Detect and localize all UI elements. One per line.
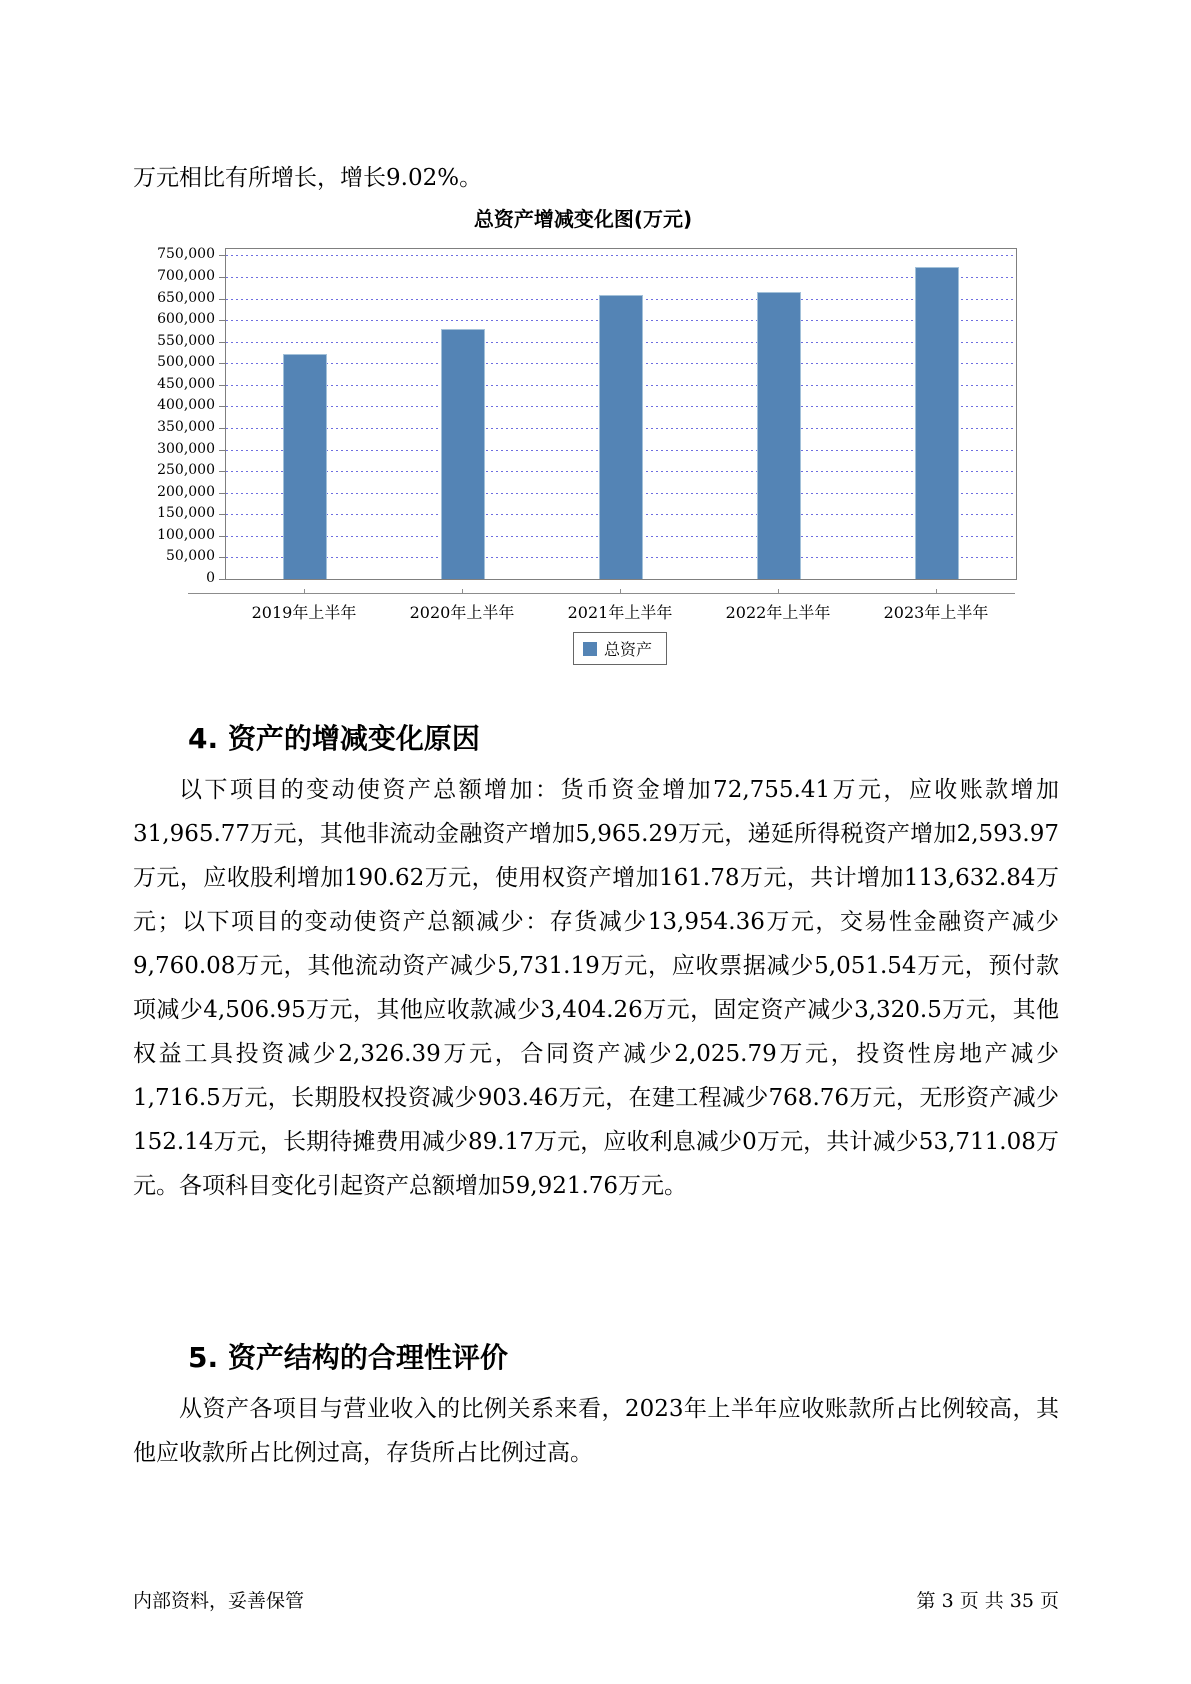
- y-axis-label: 150,000: [157, 505, 215, 522]
- bar-2020年上半年: [441, 329, 485, 579]
- x-axis-label: 2021年上半年: [567, 603, 673, 622]
- y-axis-tick: [219, 471, 226, 472]
- x-axis-label: 2020年上半年: [409, 603, 515, 622]
- y-axis-tick: [219, 450, 226, 451]
- bar-2021年上半年: [599, 295, 643, 579]
- y-axis-label: 750,000: [157, 246, 215, 263]
- y-axis-tick: [219, 385, 226, 386]
- y-axis-label: 650,000: [157, 289, 215, 306]
- footer-page-number: 第 3 页 共 35 页: [916, 1590, 1059, 1612]
- y-axis-tick: [219, 320, 226, 321]
- bar-2019年上半年: [283, 354, 327, 579]
- x-axis-label: 2019年上半年: [251, 603, 357, 622]
- y-axis-label: 700,000: [157, 268, 215, 285]
- legend-label: 总资产: [603, 640, 652, 659]
- gridline: [226, 255, 1016, 256]
- x-axis-label: 2022年上半年: [725, 603, 831, 622]
- y-axis-label: 250,000: [157, 462, 215, 479]
- total-assets-chart: [150, 203, 1016, 665]
- y-axis-tick: [219, 342, 226, 343]
- section-4-paragraph: 以下项目的变动使资产总额增加：货币资金增加72,755.41万元，应收账款增加31,965.77万元，其他非流动金融资产增加5,965.29万元，递延所得税资产增加2,593.97万元，应收股利增加190.62万元，使用权资产增加161.78万元，共计增加113,632.84万元；以下项目的变动使资产总额减少：存货减少13,954.36万元，交易性金融资产减少9,760.08万元，其他流动资产减少5,731.19万元，应收票据减少5,051.54万元，预付款项减少4,506.95万元，其他应收款减少3,404.26万元，固定资产减少3,320.5万元，其他权益工具投资减少2,326.39万元，合同资产减少2,025.79万元，投资性房地产减少1,716.5万元，长期股权投资减少903.46万元，在建工程减少768.76万元，无形资产减少152.14万元，长期待摊费用减少89.17万元，应收利息减少0万元，共计减少53,711.08万元。各项科目变化引起资产总额增加59,921.76万元。: [133, 777, 1059, 1199]
- y-axis-label: 450,000: [157, 376, 215, 393]
- y-axis-label: 0: [206, 570, 215, 587]
- y-axis-tick: [219, 493, 226, 494]
- y-axis-label: 300,000: [157, 440, 215, 457]
- legend-box: [573, 632, 667, 665]
- chart-legend: [225, 632, 1015, 665]
- x-axis-line: [188, 593, 1015, 594]
- bar-2022年上半年: [757, 292, 801, 579]
- legend-swatch-icon: [583, 642, 597, 656]
- x-axis-label: 2023年上半年: [883, 603, 989, 622]
- section-5-paragraph: 从资产各项目与营业收入的比例关系来看，2023年上半年应收账款所占比例较高，其他应收款所占比例过高，存货所占比例过高。: [133, 1396, 1059, 1466]
- y-axis-tick: [219, 299, 226, 300]
- chart-body: [150, 248, 1016, 665]
- x-axis-labels: [225, 600, 1015, 623]
- x-axis-tick: [304, 589, 305, 594]
- section-heading-4: 4. 资产的增减变化原因: [188, 722, 480, 756]
- footer-confidential-note: 内部资料，妥善保管: [133, 1590, 305, 1612]
- x-axis-tick: [462, 589, 463, 594]
- gridline: [226, 277, 1016, 278]
- y-axis-tick: [219, 255, 226, 256]
- y-axis-label: 50,000: [166, 548, 215, 565]
- chart-title: 总资产增减变化图(万元): [473, 207, 693, 231]
- section-heading-5: 5. 资产结构的合理性评价: [188, 1341, 508, 1375]
- intro-paragraph: 万元相比有所增长，增长9.02%。: [133, 165, 483, 191]
- y-axis-tick: [219, 557, 226, 558]
- bar-2023年上半年: [915, 267, 959, 579]
- x-axis-tick: [620, 589, 621, 594]
- page-footer: [133, 1586, 1059, 1613]
- y-axis-label: 350,000: [157, 419, 215, 436]
- x-axis-tick: [936, 589, 937, 594]
- plot-area: [157, 246, 1017, 587]
- y-axis-tick: [219, 514, 226, 515]
- y-axis-tick: [219, 428, 226, 429]
- y-axis-label: 600,000: [157, 311, 215, 328]
- y-axis-tick: [219, 363, 226, 364]
- y-axis-tick: [219, 536, 226, 537]
- y-axis-label: 550,000: [157, 332, 215, 349]
- y-axis-tick: [219, 277, 226, 278]
- y-axis-label: 500,000: [157, 354, 215, 371]
- y-axis-tick: [219, 579, 226, 580]
- x-axis-tick: [778, 589, 779, 594]
- y-axis-label: 100,000: [157, 527, 215, 544]
- y-axis-label: 200,000: [157, 483, 215, 500]
- y-axis-tick: [219, 406, 226, 407]
- y-axis-label: 400,000: [157, 397, 215, 414]
